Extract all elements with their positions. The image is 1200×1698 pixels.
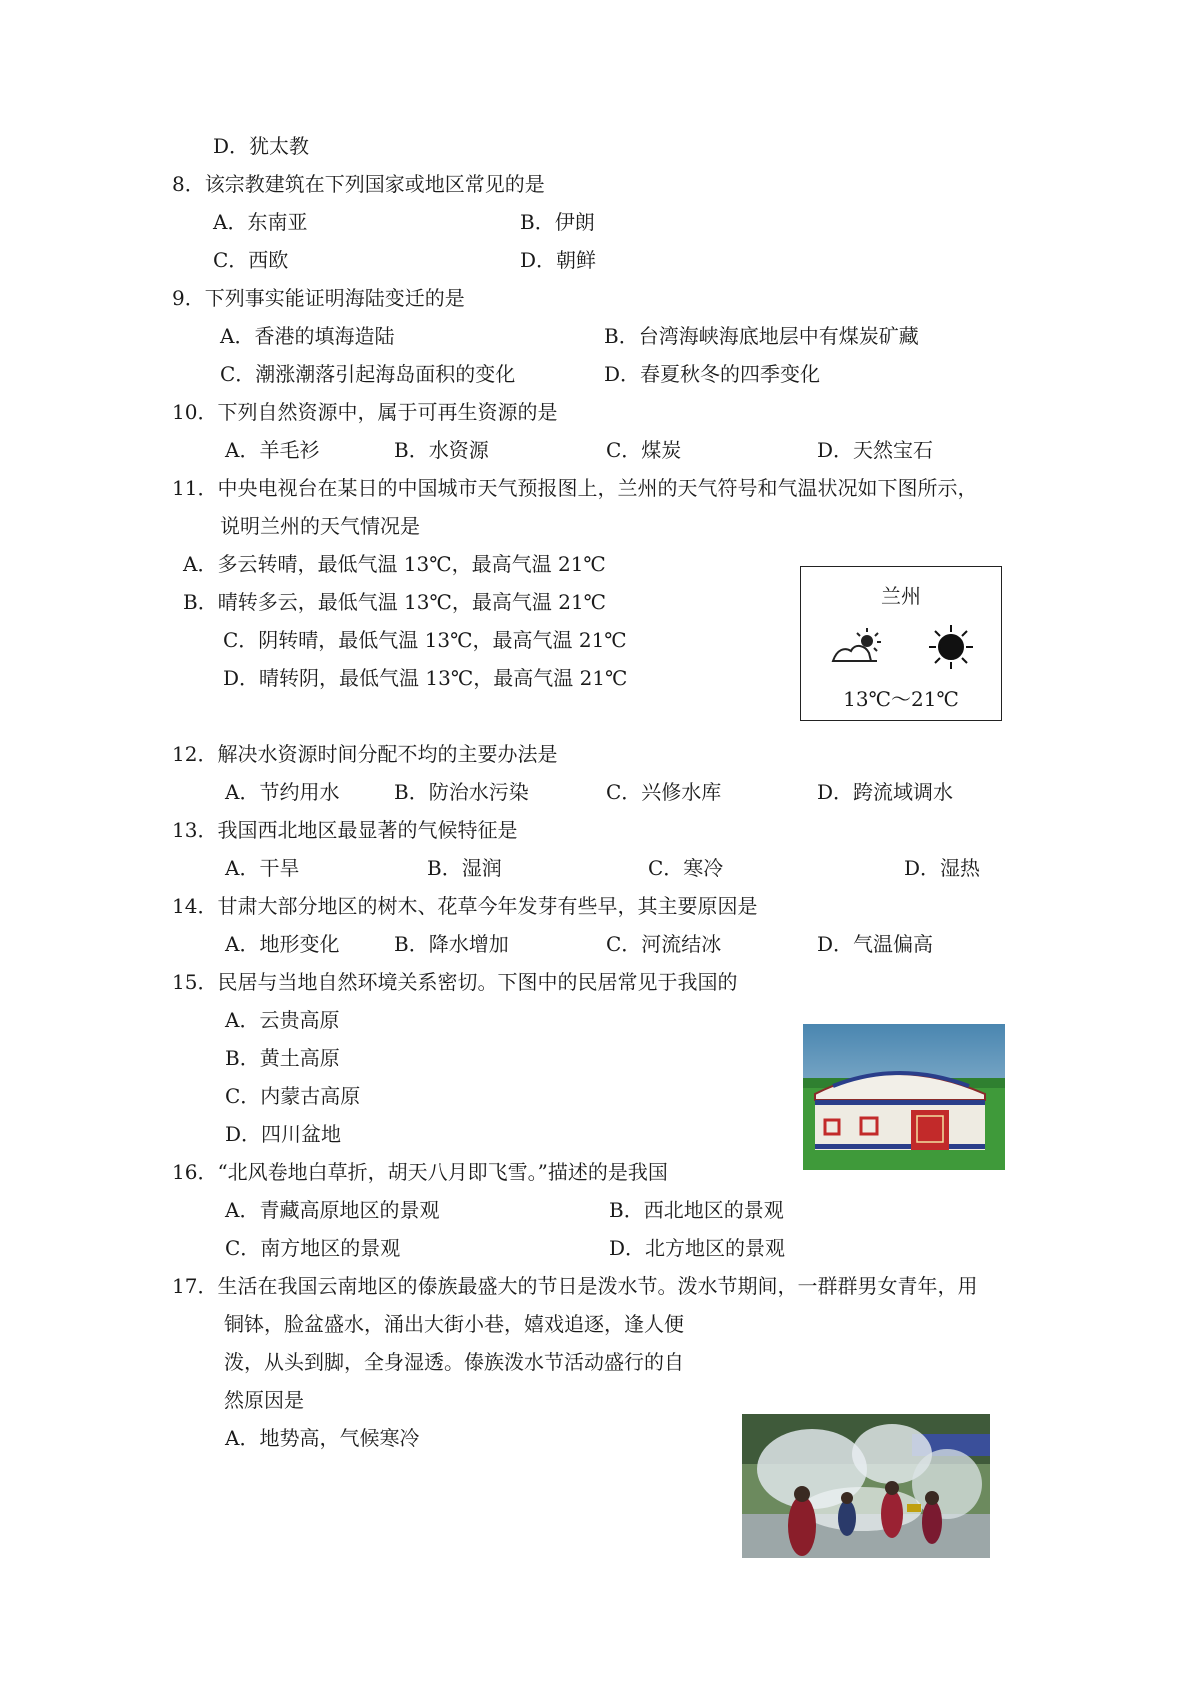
sun-icon <box>927 623 975 671</box>
q11-stem-line2: 说明兰州的天气情况是 <box>220 514 420 538</box>
q13-option-d: D．湿热 <box>904 856 981 880</box>
q15-option-d: D．四川盆地 <box>225 1122 342 1146</box>
q12-option-b: B．防治水污染 <box>394 780 529 804</box>
q11-option-d: D．晴转阴，最低气温 13℃，最高气温 21℃ <box>223 666 628 690</box>
q15-option-c: C．内蒙古高原 <box>225 1084 361 1108</box>
q13-stem: 13．我国西北地区最显著的气候特征是 <box>172 818 518 842</box>
q11-option-c: C．阴转晴，最低气温 13℃，最高气温 21℃ <box>223 628 627 652</box>
q14-option-a: A．地形变化 <box>225 932 340 956</box>
q9-option-a: A．香港的填海造陆 <box>220 324 395 348</box>
q15-option-b: B．黄土高原 <box>225 1046 340 1070</box>
q16-option-d: D．北方地区的景观 <box>609 1236 786 1260</box>
q15-stem: 15．民居与当地自然环境关系密切。下图中的民居常见于我国的 <box>172 970 738 994</box>
q8-option-b: B．伊朗 <box>520 210 595 234</box>
q17-stem-line4: 然原因是 <box>224 1388 304 1412</box>
q10-option-d: D．天然宝石 <box>817 438 934 462</box>
q10-option-b: B．水资源 <box>394 438 489 462</box>
q17-stem-line3: 泼，从头到脚，全身湿透。傣族泼水节活动盛行的自 <box>224 1350 684 1374</box>
q14-option-d: D．气温偏高 <box>817 932 934 956</box>
q14-stem: 14．甘肃大部分地区的树木、花草今年发芽有些早，其主要原因是 <box>172 894 758 918</box>
q12-option-c: C．兴修水库 <box>606 780 722 804</box>
q9-stem: 9．下列事实能证明海陆变迁的是 <box>172 286 465 310</box>
q17-option-a: A．地势高，气候寒冷 <box>225 1426 420 1450</box>
q13-option-a: A．干旱 <box>225 856 300 880</box>
q12-option-a: A．节约用水 <box>225 780 340 804</box>
q8-option-c: C．西欧 <box>213 248 289 272</box>
q17-stem-line2: 铜钵，脸盆盛水，涌出大街小巷，嬉戏追逐，逢人便 <box>224 1312 684 1336</box>
q8-stem: 8．该宗教建筑在下列国家或地区常见的是 <box>172 172 545 196</box>
weather-figure <box>800 566 1002 721</box>
q16-stem: 16．“北风卷地白草折，胡天八月即飞雪。”描述的是我国 <box>172 1160 668 1184</box>
q10-stem: 10．下列自然资源中，属于可再生资源的是 <box>172 400 558 424</box>
q9-option-d: D．春夏秋冬的四季变化 <box>604 362 821 386</box>
q7-option-d: D．犹太教 <box>213 134 310 158</box>
q12-option-d: D．跨流域调水 <box>817 780 954 804</box>
q8-option-a: A．东南亚 <box>213 210 308 234</box>
q11-option-b: B．晴转多云，最低气温 13℃，最高气温 21℃ <box>183 590 607 614</box>
water-festival-photo <box>742 1414 990 1558</box>
q10-option-a: A．羊毛衫 <box>225 438 320 462</box>
q16-option-c: C．南方地区的景观 <box>225 1236 401 1260</box>
q14-option-c: C．河流结冰 <box>606 932 722 956</box>
q11-stem-line1: 11．中央电视台在某日的中国城市天气预报图上，兰州的天气符号和气温状况如下图所示， <box>172 476 978 500</box>
partly-cloudy-icon <box>831 625 891 669</box>
weather-temperature: 13℃～21℃ <box>843 687 959 711</box>
q13-option-b: B．湿润 <box>427 856 502 880</box>
q11-option-a: A．多云转晴，最低气温 13℃，最高气温 21℃ <box>183 552 606 576</box>
q12-stem: 12．解决水资源时间分配不均的主要办法是 <box>172 742 558 766</box>
yurt-photo <box>803 1024 1005 1170</box>
q9-option-b: B．台湾海峡海底地层中有煤炭矿藏 <box>604 324 919 348</box>
weather-city: 兰州 <box>881 584 921 608</box>
q16-option-b: B．西北地区的景观 <box>609 1198 784 1222</box>
q17-stem-line1: 17．生活在我国云南地区的傣族最盛大的节日是泼水节。泼水节期间，一群群男女青年，用 <box>172 1274 978 1298</box>
q15-option-a: A．云贵高原 <box>225 1008 340 1032</box>
q16-option-a: A．青藏高原地区的景观 <box>225 1198 440 1222</box>
q10-option-c: C．煤炭 <box>606 438 682 462</box>
q13-option-c: C．寒冷 <box>648 856 724 880</box>
q8-option-d: D．朝鲜 <box>520 248 597 272</box>
q14-option-b: B．降水增加 <box>394 932 509 956</box>
q9-option-c: C．潮涨潮落引起海岛面积的变化 <box>220 362 516 386</box>
